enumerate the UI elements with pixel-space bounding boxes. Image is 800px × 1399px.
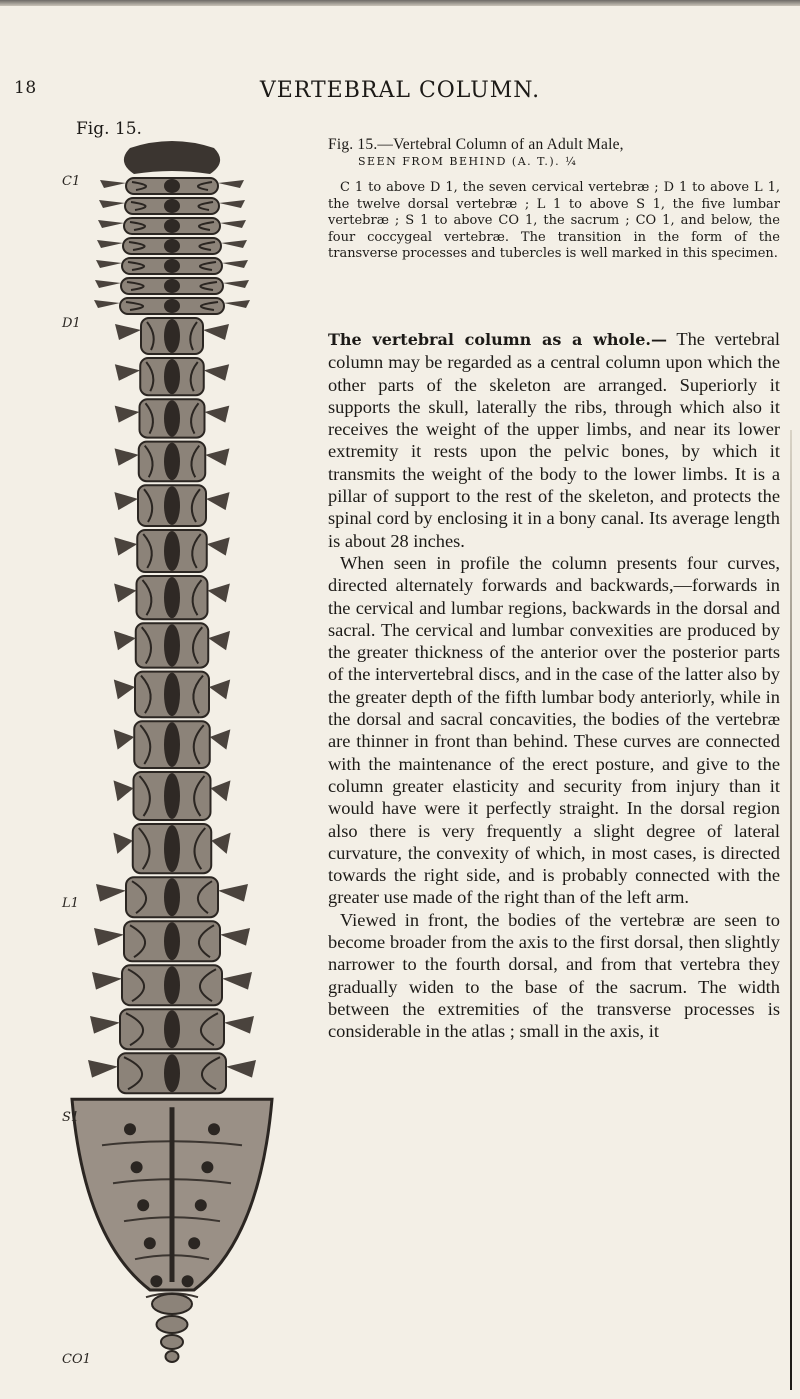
vertebra-label-co1: CO1	[62, 1352, 91, 1367]
paragraph-1	[328, 328, 780, 552]
cervical-vertebra	[96, 258, 248, 274]
dorsal-vertebra	[114, 485, 229, 526]
vertebra-label-l1: L1	[62, 896, 79, 911]
dorsal-vertebra	[115, 442, 230, 482]
dorsal-vertebra	[114, 772, 231, 820]
lumbar-vertebra	[90, 1009, 254, 1049]
dorsal-vertebra	[115, 318, 229, 354]
lumbar-vertebra	[92, 965, 252, 1005]
cervical-vertebra	[95, 278, 249, 294]
lumbar-vertebra	[88, 1053, 256, 1093]
section-heading: The vertebral column as a whole.—	[328, 330, 667, 349]
cervical-vertebra	[100, 178, 244, 194]
caption-title: Fig. 15.—Vertebral Column of an Adult Male,	[328, 136, 624, 153]
lumbar-vertebra	[94, 921, 250, 961]
page-top-edge	[0, 0, 800, 6]
paragraph-2: When seen in profile the column presents four curves, directed alternately forwards and backwards,—forwards in the cervical and lumbar regions, backwards in the dorsal and sacral. The cervical and lumbar convexities are produced by the greater thickness of the anterior over the posterior parts of the intervertebral discs, and in the case of the latter also by the greater depth of the fifth lumbar body anteriorly, while in the dorsal and sacral concavities, the bodies of the vertebræ are thinner in front than behind. These curves are connected with the maintenance of the erect posture, and give to the column greater elasticity and security from injury than it would have were it perfectly straight. In the dorsal region also there is very frequently a slight degree of lateral curvature, the convexity of which, in most cases, is directed towards the right side, and is probably connected with the greater use made of the right than of the left arm.	[328, 552, 780, 908]
cervical-vertebra	[98, 218, 246, 234]
figure-caption	[328, 136, 780, 263]
main-text	[328, 328, 780, 1043]
dorsal-vertebra	[115, 399, 230, 437]
dorsal-vertebra	[114, 576, 230, 619]
vertebra-label-s1: S1	[62, 1110, 80, 1125]
vertebral-column-illustration	[60, 140, 288, 1395]
lumbar-vertebra	[96, 877, 248, 917]
paragraph-1-text: The vertebral column may be regarded as a central column upon which the other parts of the skeleton are arranged. Superiorly it supports the skull, laterally the ribs, through which also it receives the weight of the upper limbs, and near its lower extremity it rests upon the pelvic bones, by which it transmits the weight of the body to the lower limbs. It is a pillar of support to the rest of the skeleton, and protects the spinal cord by enclosing it in a bony canal. Its average length is about 28 inches.	[328, 329, 780, 551]
cervical-vertebra	[99, 198, 245, 214]
page-edge-shadow	[790, 430, 792, 1390]
vertebral-column-figure	[60, 140, 288, 1395]
dorsal-vertebra	[114, 530, 230, 572]
coccygeal-vertebra	[152, 1294, 192, 1314]
coccygeal-vertebra	[157, 1316, 188, 1333]
skull-base-fragment	[124, 141, 220, 174]
vertebra-label-d1: D1	[62, 316, 81, 331]
dorsal-vertebra	[114, 623, 230, 667]
figure-label: Fig. 15.	[76, 119, 142, 139]
vertebra-label-c1: C1	[62, 174, 81, 189]
dorsal-vertebra	[113, 824, 230, 873]
page-number: 18	[14, 78, 37, 98]
caption-body: C 1 to above D 1, the seven cervical vertebræ ; D 1 to above L 1, the twelve dorsal vertebræ ; L 1 to above S 1, the five lumbar vertebræ ; S 1 to above CO 1, the sacrum ; CO 1, and below, the four coccygeal vertebræ. The transition in the form of the transverse processes and tubercles is well marked in this specimen.	[328, 180, 780, 261]
sacrum	[72, 1099, 272, 1297]
dorsal-vertebra	[114, 672, 230, 718]
paragraph-3: Viewed in front, the bodies of the vertebræ are seen to become broader from the axis to the first dorsal, then slightly narrower to the fourth dorsal, and from that vertebra they gradually widen to the base of the sacrum. The width between the extremities of the transverse processes is considerable in the atlas ; small in the axis, it	[328, 909, 780, 1042]
cervical-vertebra	[97, 238, 247, 254]
coccygeal-vertebra	[166, 1351, 179, 1362]
cervical-vertebra	[94, 298, 250, 314]
coccygeal-vertebra	[161, 1335, 183, 1349]
caption-subtitle: SEEN FROM BEHIND (A. T.). ¼	[358, 155, 578, 168]
dorsal-vertebra	[114, 721, 231, 768]
dorsal-vertebra	[115, 358, 229, 395]
running-head: VERTEBRAL COLUMN.	[259, 78, 541, 103]
